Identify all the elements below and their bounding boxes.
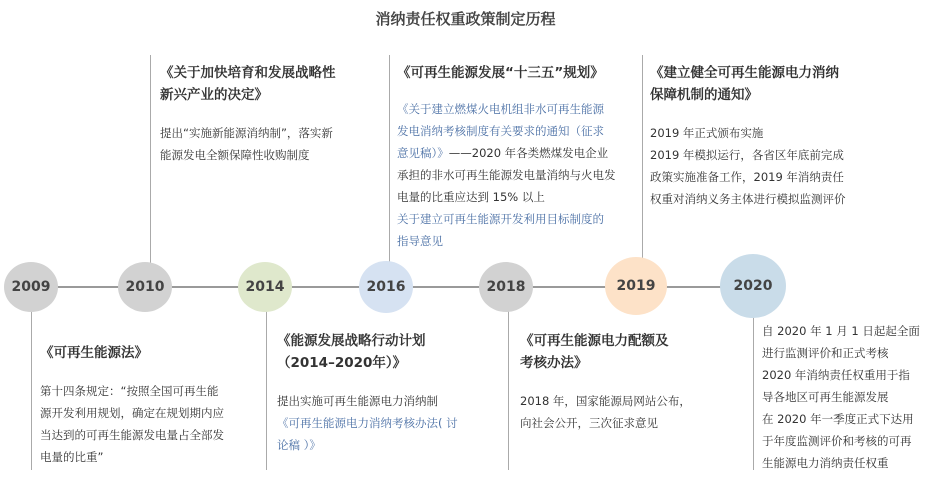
event-2010: 《关于加快培育和发展战略性 新兴产业的决定》 提出“实施新能源消纳制”，落实新 能源发电全额保障性收购制度 — [160, 65, 336, 162]
connector-2018 — [508, 310, 509, 470]
event-2009: 《可再生能源法》 第十四条规定：“按照全国可再生能 源开发利用规划，确定在规划期内应 当达到的可再生能源发电量占全部发 电量的比重” — [40, 345, 224, 464]
connector-2019 — [642, 55, 643, 260]
year-node-2014: 2014 — [238, 262, 292, 312]
event-2019: 《建立健全可再生能源电力消纳 保障机制的通知》 2019 年正式颁布实施 2019 年模拟运行，各省区年底前完成 政策实施准备工作，2019 年消纳责任 权重对消纳义务主体进行模拟监测评价 — [650, 65, 846, 206]
event-2014: 《能源发展战略行动计划 （2014–2020年）》 提出实施可再生能源电力消纳制 《可再生能源电力消纳考核办法( 讨 论稿 ）》 — [277, 333, 458, 452]
year-node-2020: 2020 — [720, 254, 786, 318]
event-2020: 自 2020 年 1 月 1 日起起全面 进行监测评价和正式考核 2020 年消纳责任权重用于指 导各地区可再生能源发展 在 2020 年一季度正式下达用 于年度监测评价和考核的可再 生能源电力消纳责任权重 — [762, 324, 920, 470]
connector-2016 — [389, 55, 390, 263]
event-2018: 《可再生能源电力配额及 考核办法》 2018 年，国家能源局网站公布， 向社会公开，三次征求意见 — [520, 333, 691, 430]
connector-2009 — [31, 310, 32, 470]
page-title: 消纳责任权重政策制定历程 — [375, 10, 556, 28]
connector-2020 — [753, 312, 754, 470]
year-node-2010: 2010 — [118, 262, 172, 312]
year-node-2019: 2019 — [605, 257, 667, 315]
event-2016: 《可再生能源发展“十三五”规划》 《关于建立燃煤火电机组非水可再生能源 发电消纳考核制度有关要求的通知（征求 意见稿）》——2020 年各类燃煤发电企业 承担的非水可再生能源发电量消纳与火电发 电量的比重应达到 15% 以上 关于建立可再生能源开发利用目标制度的 指导意见 — [397, 65, 616, 248]
connector-2010 — [150, 55, 151, 263]
year-node-2018: 2018 — [479, 262, 533, 312]
year-node-2016: 2016 — [359, 261, 413, 313]
year-node-2009: 2009 — [4, 262, 58, 312]
